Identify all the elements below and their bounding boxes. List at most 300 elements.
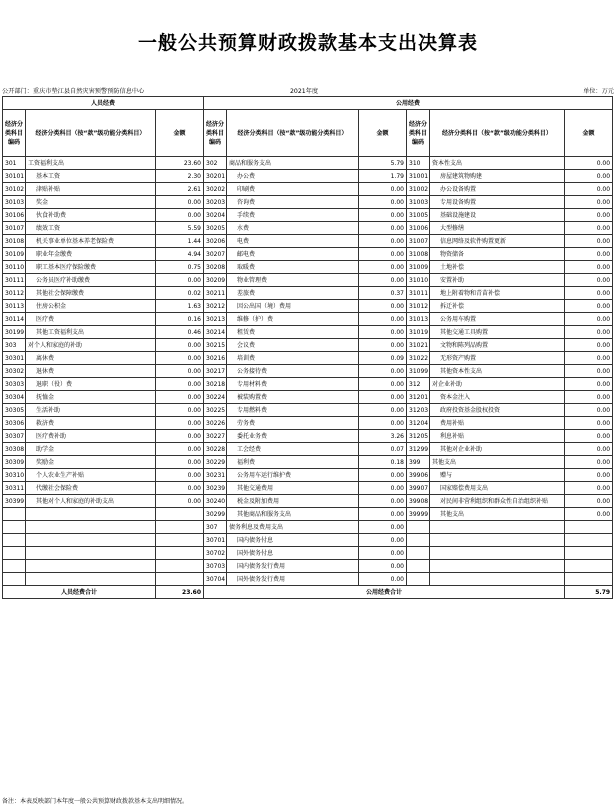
name-cell: 公务用车运行维护费 (227, 469, 359, 482)
code-cell (3, 573, 26, 586)
amount-cell: 0.00 (565, 495, 613, 508)
table-row (3, 365, 613, 378)
amount-cell: 2.30 (156, 170, 204, 183)
name-cell: 国家赔偿费用支出 (430, 482, 565, 495)
code-cell: 30199 (3, 326, 26, 339)
code-cell: 30311 (3, 482, 26, 495)
name-cell: 赠与 (430, 469, 565, 482)
name-cell: 专用材料费 (227, 378, 359, 391)
name-cell (430, 560, 565, 573)
code-cell: 30102 (3, 183, 26, 196)
amount-cell: 0.00 (359, 183, 407, 196)
code-cell: 30107 (3, 222, 26, 235)
code-cell: 30217 (204, 365, 227, 378)
name-cell: 职业年金缴费 (26, 248, 156, 261)
table-row (3, 417, 613, 430)
name-cell: 专用设备购置 (430, 196, 565, 209)
name-cell: 奖励金 (26, 456, 156, 469)
amount-cell (565, 560, 613, 573)
name-cell: 专用燃料费 (227, 404, 359, 417)
unit-label: 单位：万元 (583, 88, 614, 95)
amount-cell: 0.00 (565, 430, 613, 443)
name-cell: 公务接待费 (227, 365, 359, 378)
name-cell: 其他社会保障缴费 (26, 287, 156, 300)
amount-cell: 0.00 (156, 417, 204, 430)
name-cell: 离休费 (26, 352, 156, 365)
code-cell: 30216 (204, 352, 227, 365)
table-row (3, 456, 613, 469)
code-cell: 30202 (204, 183, 227, 196)
code-cell: 30702 (204, 547, 227, 560)
amount-cell: 0.00 (359, 560, 407, 573)
table-row (3, 378, 613, 391)
amount-cell: 0.18 (359, 456, 407, 469)
table-row (3, 443, 613, 456)
amount-cell: 0.00 (565, 222, 613, 235)
amount-cell: 0.00 (359, 573, 407, 586)
name-cell (26, 547, 156, 560)
amount-cell: 0.00 (156, 352, 204, 365)
amount-cell: 0.00 (359, 248, 407, 261)
code-cell: 30201 (204, 170, 227, 183)
code-cell: 30205 (204, 222, 227, 235)
name-cell: 机关事业单位基本养老保险费 (26, 235, 156, 248)
amount-cell: 0.00 (359, 313, 407, 326)
name-cell: 取暖费 (227, 261, 359, 274)
amount-cell: 0.00 (156, 274, 204, 287)
name-cell (26, 508, 156, 521)
amount-cell: 0.00 (359, 261, 407, 274)
table-row (3, 534, 613, 547)
name-cell: 国外债务付息 (227, 547, 359, 560)
table-row (3, 404, 613, 417)
amount-cell: 1.63 (156, 300, 204, 313)
amount-cell: 0.00 (565, 274, 613, 287)
name-cell: 租赁费 (227, 326, 359, 339)
code-cell (407, 573, 430, 586)
code-cell: 31021 (407, 339, 430, 352)
table-row (3, 235, 613, 248)
code-cell: 30207 (204, 248, 227, 261)
table-row (3, 508, 613, 521)
amount-cell (565, 534, 613, 547)
code-cell: 30225 (204, 404, 227, 417)
page-title: 一般公共预算财政拨款基本支出决算表 (137, 32, 478, 54)
amount-cell: 1.44 (156, 235, 204, 248)
code-cell: 30224 (204, 391, 227, 404)
amount-cell: 0.00 (359, 196, 407, 209)
amount-cell: 0.75 (156, 261, 204, 274)
code-cell: 30308 (3, 443, 26, 456)
table-row (3, 170, 613, 183)
name-cell: 工会经费 (227, 443, 359, 456)
name-cell: 因公出国（境）费用 (227, 300, 359, 313)
amount-cell: 0.00 (565, 326, 613, 339)
amount-cell (156, 547, 204, 560)
name-cell: 基础设施建设 (430, 209, 565, 222)
name-cell: 无形资产购置 (430, 352, 565, 365)
code-cell: 30239 (204, 482, 227, 495)
name-cell (26, 560, 156, 573)
code-cell (3, 508, 26, 521)
code-cell: 303 (3, 339, 26, 352)
table-row (3, 560, 613, 573)
table-row (3, 339, 613, 352)
name-cell (26, 534, 156, 547)
amount-cell: 0.00 (156, 339, 204, 352)
name-cell: 其他支出 (430, 508, 565, 521)
code-cell: 30101 (3, 170, 26, 183)
table-row (3, 573, 613, 586)
amount-cell: 0.00 (565, 261, 613, 274)
name-cell: 拆迁补偿 (430, 300, 565, 313)
amount-cell: 0.00 (565, 456, 613, 469)
code-cell: 30204 (204, 209, 227, 222)
code-cell: 31008 (407, 248, 430, 261)
amount-cell: 0.00 (359, 300, 407, 313)
name-cell: 对个人和家庭的补助 (26, 339, 156, 352)
amount-cell: 0.00 (156, 196, 204, 209)
amount-cell: 0.00 (359, 209, 407, 222)
name-cell: 其他对企业补助 (430, 443, 565, 456)
name-cell: 劳务费 (227, 417, 359, 430)
personnel-header: 人员经费 (3, 97, 204, 110)
code-cell: 310 (407, 157, 430, 170)
name-cell: 助学金 (26, 443, 156, 456)
code-cell: 30701 (204, 534, 227, 547)
name-cell: 差旅费 (227, 287, 359, 300)
table-row (3, 274, 613, 287)
code-cell (3, 547, 26, 560)
name-header: 经济分类科目（按“款”级功能分类科目） (26, 110, 156, 157)
department-label: 公开部门：重庆市垫江县自然灾害预警预防信息中心 (2, 88, 145, 95)
name-header: 经济分类科目（按“款”级功能分类科目） (430, 110, 565, 157)
amount-cell: 0.00 (359, 365, 407, 378)
code-cell: 30214 (204, 326, 227, 339)
table-row (3, 209, 613, 222)
amount-cell: 5.79 (359, 157, 407, 170)
code-cell (407, 521, 430, 534)
amount-cell: 0.00 (156, 404, 204, 417)
name-cell (430, 534, 565, 547)
table-row (3, 196, 613, 209)
name-cell: 国内债务发行费用 (227, 560, 359, 573)
footnote: 备注：本表反映部门本年度一般公共预算财政拨款基本支出明细情况。 (2, 798, 189, 805)
amount-cell: 0.00 (156, 209, 204, 222)
name-cell: 大型修缮 (430, 222, 565, 235)
name-cell: 对企业补助 (430, 378, 565, 391)
amount-cell: 23.60 (156, 157, 204, 170)
name-cell: 住房公积金 (26, 300, 156, 313)
amount-cell: 0.37 (359, 287, 407, 300)
code-cell (407, 534, 430, 547)
code-cell: 30203 (204, 196, 227, 209)
code-cell: 31012 (407, 300, 430, 313)
code-cell: 30213 (204, 313, 227, 326)
name-cell: 印刷费 (227, 183, 359, 196)
name-cell: 资本性支出 (430, 157, 565, 170)
amount-cell: 0.00 (359, 391, 407, 404)
year-label: 2021年度 (290, 88, 319, 95)
code-cell: 30212 (204, 300, 227, 313)
code-cell: 31003 (407, 196, 430, 209)
table-row (3, 261, 613, 274)
table-row (3, 300, 613, 313)
table-row (3, 326, 613, 339)
amount-cell: 2.61 (156, 183, 204, 196)
code-cell: 39908 (407, 495, 430, 508)
amount-cell: 0.00 (565, 469, 613, 482)
name-cell: 国外债务发行费用 (227, 573, 359, 586)
name-cell: 医疗费补助 (26, 430, 156, 443)
code-cell (407, 547, 430, 560)
code-cell: 30228 (204, 443, 227, 456)
table-row (3, 222, 613, 235)
name-cell: 其他资本性支出 (430, 365, 565, 378)
name-cell: 文物和陈列品购置 (430, 339, 565, 352)
name-cell: 个人农业生产补贴 (26, 469, 156, 482)
amount-cell: 0.00 (565, 391, 613, 404)
code-cell: 30240 (204, 495, 227, 508)
code-cell: 31010 (407, 274, 430, 287)
public-total-value: 5.79 (565, 586, 613, 599)
code-cell: 31299 (407, 443, 430, 456)
name-cell: 物业管理费 (227, 274, 359, 287)
code-cell: 30215 (204, 339, 227, 352)
code-header: 经济分类科目编码 (3, 110, 26, 157)
code-cell: 30112 (3, 287, 26, 300)
code-cell: 30304 (3, 391, 26, 404)
name-cell (430, 573, 565, 586)
code-cell: 31007 (407, 235, 430, 248)
amount-cell: 0.16 (156, 313, 204, 326)
name-cell: 房屋建筑物购建 (430, 170, 565, 183)
table-body (3, 157, 613, 586)
code-cell: 39906 (407, 469, 430, 482)
code-cell: 30302 (3, 365, 26, 378)
table-row (3, 430, 613, 443)
name-cell (26, 573, 156, 586)
amount-cell: 0.09 (359, 352, 407, 365)
amount-cell: 0.00 (359, 495, 407, 508)
name-cell: 维修（护）费 (227, 313, 359, 326)
code-cell: 30229 (204, 456, 227, 469)
amount-cell: 0.00 (565, 417, 613, 430)
name-cell: 其他商品和服务支出 (227, 508, 359, 521)
code-cell (3, 534, 26, 547)
amount-header: 金额 (156, 110, 204, 157)
table-row (3, 469, 613, 482)
amount-cell: 0.00 (359, 521, 407, 534)
code-cell: 30231 (204, 469, 227, 482)
amount-cell: 0.00 (156, 391, 204, 404)
code-cell: 30109 (3, 248, 26, 261)
name-cell: 退职（役）费 (26, 378, 156, 391)
name-cell: 绩效工资 (26, 222, 156, 235)
name-cell (430, 521, 565, 534)
amount-cell: 0.00 (565, 157, 613, 170)
name-cell: 基本工资 (26, 170, 156, 183)
name-cell: 土地补偿 (430, 261, 565, 274)
code-cell: 30103 (3, 196, 26, 209)
amount-cell: 0.00 (359, 417, 407, 430)
name-cell: 其他支出 (430, 456, 565, 469)
amount-cell: 0.00 (565, 378, 613, 391)
code-cell: 31019 (407, 326, 430, 339)
code-cell: 31203 (407, 404, 430, 417)
amount-cell: 0.00 (565, 352, 613, 365)
code-cell: 399 (407, 456, 430, 469)
amount-cell: 0.00 (156, 456, 204, 469)
code-cell: 30111 (3, 274, 26, 287)
amount-cell: 0.00 (156, 495, 204, 508)
amount-cell: 0.00 (565, 508, 613, 521)
code-cell (3, 521, 26, 534)
amount-cell: 1.79 (359, 170, 407, 183)
code-cell: 30209 (204, 274, 227, 287)
amount-cell: 0.00 (565, 248, 613, 261)
personnel-total-value: 23.60 (156, 586, 204, 599)
name-cell: 其他交通工具购置 (430, 326, 565, 339)
name-cell (26, 521, 156, 534)
table-row (3, 287, 613, 300)
name-cell: 其他交通费用 (227, 482, 359, 495)
name-cell (430, 547, 565, 560)
name-cell: 津贴补贴 (26, 183, 156, 196)
amount-cell: 0.02 (156, 287, 204, 300)
code-cell: 39999 (407, 508, 430, 521)
amount-cell: 0.00 (565, 443, 613, 456)
code-cell: 30208 (204, 261, 227, 274)
amount-cell (156, 521, 204, 534)
code-cell: 30301 (3, 352, 26, 365)
code-cell: 30399 (3, 495, 26, 508)
name-cell: 退休费 (26, 365, 156, 378)
name-cell: 奖金 (26, 196, 156, 209)
name-cell: 会议费 (227, 339, 359, 352)
code-cell: 31011 (407, 287, 430, 300)
amount-cell: 0.46 (156, 326, 204, 339)
amount-cell (156, 573, 204, 586)
code-cell: 30307 (3, 430, 26, 443)
name-cell: 工资福利支出 (26, 157, 156, 170)
name-cell: 办公费 (227, 170, 359, 183)
name-cell: 公务员医疗补助缴费 (26, 274, 156, 287)
table-row (3, 248, 613, 261)
amount-cell: 0.00 (156, 430, 204, 443)
name-cell: 税金及附加费用 (227, 495, 359, 508)
amount-cell: 0.00 (565, 196, 613, 209)
table-row (3, 547, 613, 560)
code-cell: 30305 (3, 404, 26, 417)
code-header: 经济分类科目编码 (204, 110, 227, 157)
code-cell: 39907 (407, 482, 430, 495)
code-cell: 31013 (407, 313, 430, 326)
code-cell: 30303 (3, 378, 26, 391)
amount-cell (565, 573, 613, 586)
name-cell: 培训费 (227, 352, 359, 365)
name-cell: 手续费 (227, 209, 359, 222)
name-cell: 债务利息及费用支出 (227, 521, 359, 534)
name-cell: 咨询费 (227, 196, 359, 209)
code-cell: 30211 (204, 287, 227, 300)
amount-cell: 0.00 (565, 365, 613, 378)
name-cell: 信息网络及软件购置更新 (430, 235, 565, 248)
amount-cell: 0.00 (565, 209, 613, 222)
name-cell: 福利费 (227, 456, 359, 469)
code-cell: 30226 (204, 417, 227, 430)
code-cell: 30110 (3, 261, 26, 274)
amount-cell: 0.00 (359, 235, 407, 248)
table-row (3, 352, 613, 365)
code-cell: 30227 (204, 430, 227, 443)
code-cell (407, 560, 430, 573)
code-cell (3, 560, 26, 573)
name-cell: 利息补贴 (430, 430, 565, 443)
amount-header: 金额 (565, 110, 613, 157)
name-cell: 被装购置费 (227, 391, 359, 404)
name-cell: 商品和服务支出 (227, 157, 359, 170)
amount-cell: 0.00 (359, 547, 407, 560)
code-cell: 31009 (407, 261, 430, 274)
name-cell: 安置补助 (430, 274, 565, 287)
name-cell: 国内债务付息 (227, 534, 359, 547)
amount-cell: 0.00 (359, 274, 407, 287)
amount-cell: 0.00 (156, 365, 204, 378)
code-cell: 30310 (3, 469, 26, 482)
amount-cell: 0.07 (359, 443, 407, 456)
name-cell: 地上附着物和青苗补偿 (430, 287, 565, 300)
code-cell: 30704 (204, 573, 227, 586)
amount-cell: 0.00 (565, 300, 613, 313)
table-row (3, 157, 613, 170)
amount-cell: 0.00 (565, 170, 613, 183)
code-cell: 307 (204, 521, 227, 534)
amount-cell: 0.00 (156, 469, 204, 482)
name-cell: 委托业务费 (227, 430, 359, 443)
amount-cell: 0.00 (156, 482, 204, 495)
name-header: 经济分类科目（按“款”级功能分类科目） (227, 110, 359, 157)
name-cell: 公务用车购置 (430, 313, 565, 326)
code-cell: 31005 (407, 209, 430, 222)
code-cell: 30309 (3, 456, 26, 469)
table-row (3, 495, 613, 508)
public-header: 公用经费 (204, 97, 613, 110)
amount-cell: 0.00 (565, 235, 613, 248)
amount-cell (156, 508, 204, 521)
code-cell: 31201 (407, 391, 430, 404)
code-cell: 31204 (407, 417, 430, 430)
code-cell: 31002 (407, 183, 430, 196)
amount-cell: 0.00 (565, 183, 613, 196)
code-cell: 31099 (407, 365, 430, 378)
name-cell: 电费 (227, 235, 359, 248)
name-cell: 物资储备 (430, 248, 565, 261)
amount-cell: 0.00 (359, 482, 407, 495)
name-cell: 其他工资福利支出 (26, 326, 156, 339)
table-row (3, 482, 613, 495)
amount-cell: 0.00 (565, 313, 613, 326)
table-row (3, 313, 613, 326)
amount-cell: 0.00 (359, 469, 407, 482)
personnel-total-label: 人员经费合计 (3, 586, 156, 599)
amount-header: 金额 (359, 110, 407, 157)
name-cell: 办公设备购置 (430, 183, 565, 196)
amount-cell (565, 547, 613, 560)
code-cell: 31001 (407, 170, 430, 183)
code-cell: 30218 (204, 378, 227, 391)
expenditure-table (2, 96, 613, 599)
